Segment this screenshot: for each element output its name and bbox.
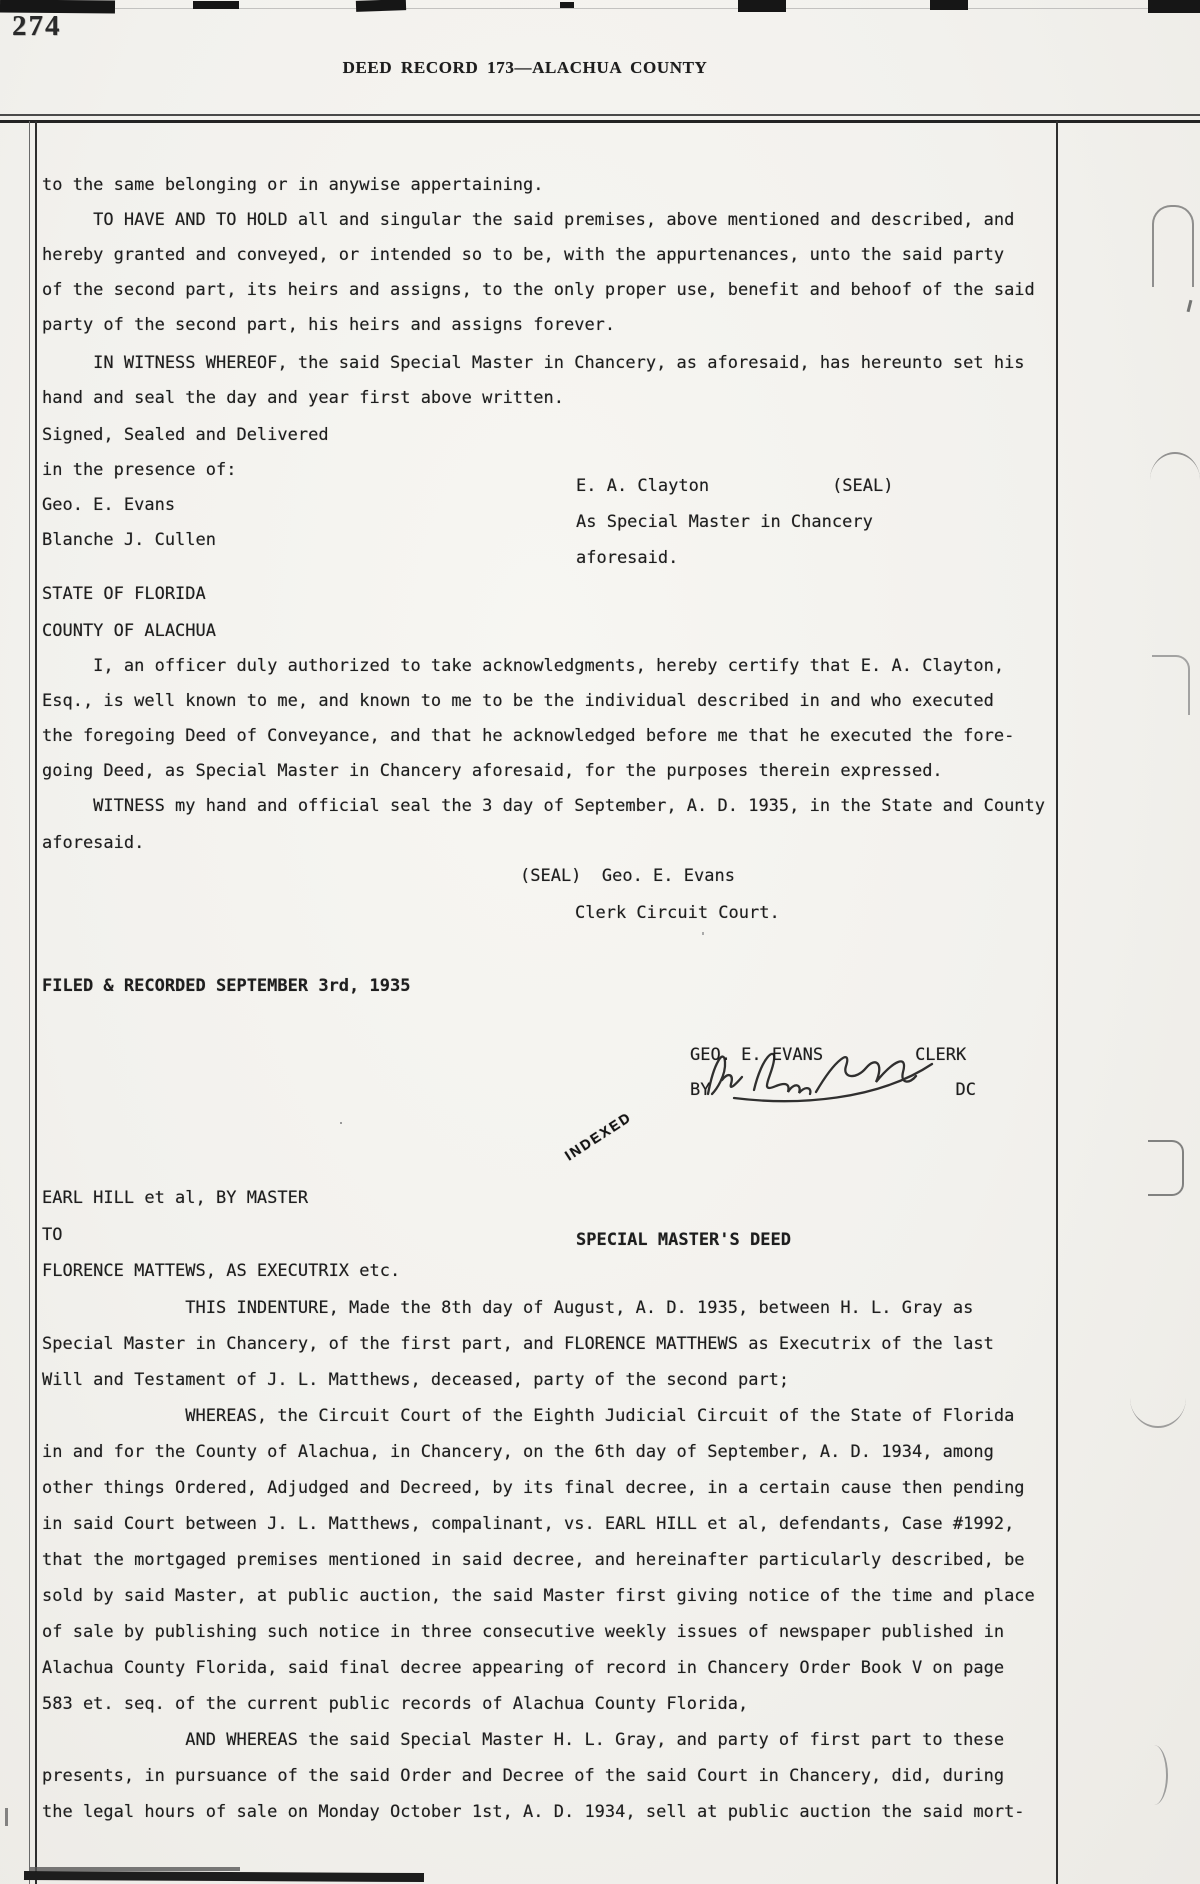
scan-artifact-speck [702,932,704,935]
deed-text-line: Signed, Sealed and Delivered [42,425,329,445]
deed2-caption-party2 [42,1254,400,1289]
deed-text-line: hereby granted and conveyed, or intended so to be, with the appurtenances, unto the said party [42,245,1005,265]
deed-text-line: THIS INDENTURE, Made the 8th day of August, A. D. 1935, between H. L. Gray as [42,1298,974,1318]
deed1-habendum-paragraph [42,168,1035,343]
deed-text-line: in and for the County of Alachua, in Chancery, on the 6th day of September, A. D. 1934, among [42,1442,994,1462]
deed-text-line: party of the second part, his heirs and assigns forever. [42,315,616,335]
seal-label: (SEAL) [832,476,894,496]
scan-artifact [356,0,406,12]
deed-text-line: Will and Testament of J. L. Matthews, deceased, party of the second part; [42,1370,790,1390]
deed-text-line: sold by said Master, at public auction, the said Master first giving notice of the time and place [42,1586,1035,1606]
header-rule [0,120,1200,123]
deed-text-line: hand and seal the day and year first above written. [42,388,564,408]
deputy-clerk-label: DC [955,1080,976,1100]
deed2-caption-party1 [42,1181,308,1216]
deed2-body [42,1290,1035,1830]
signature-line: (SEAL) Geo. E. Evans [520,866,735,886]
deed-text-line: aforesaid. [42,833,145,853]
deed1-attestation-block [42,418,329,558]
scan-artifact-hole [1152,205,1194,287]
deed2-title [576,1223,791,1258]
witness-name: Geo. E. Evans [42,495,176,515]
scan-artifact [1148,0,1200,13]
deed-text-line: IN WITNESS WHEREOF, the said Special Master in Chancery, as aforesaid, has hereunto set his [42,353,1025,373]
book-header: DEED RECORD 173—ALACHUA COUNTY [342,58,708,77]
scan-artifact [560,2,574,8]
signer-title: Clerk Circuit Court. [575,903,780,923]
deed1-witness-seal-paragraph [42,788,1045,862]
venue-county: COUNTY OF ALACHUA [42,621,216,641]
document-title: SPECIAL MASTER'S DEED [576,1230,791,1250]
deed1-venue-block [42,576,216,650]
caption-line: FLORENCE MATTEWS, AS EXECUTRIX etc. [42,1261,401,1281]
deed-text-line: other things Ordered, Adjudged and Decreed, by its final decree, in a certain cause then pending [42,1478,1025,1498]
scan-artifact [193,1,239,9]
scan-artifact [930,0,968,10]
scan-artifact [738,0,786,12]
right-margin-rule [1056,121,1058,1884]
scan-artifact-arc [1130,1398,1186,1428]
scan-artifact-hole [1148,1140,1184,1196]
clerk-title-line [575,896,780,931]
scan-artifact [1187,300,1193,312]
scan-artifact-topline [0,8,1200,9]
by-label: BY [690,1080,711,1100]
clerk-label: CLERK [915,1045,967,1065]
signer-title: aforesaid. [576,548,679,568]
deed-text-line: TO HAVE AND TO HOLD all and singular the said premises, above mentioned and described, and [42,210,1015,230]
deed-text-line: the legal hours of sale on Monday October 1st, A. D. 1934, sell at public auction the said mort- [42,1802,1025,1822]
header-rule [0,114,1200,116]
deed-text-line: WHEREAS, the Circuit Court of the Eighth Judicial Circuit of the State of Florida [42,1406,1015,1426]
deed2-caption-to [42,1218,62,1253]
deed-text-line: that the mortgaged premises mentioned in said decree, and hereinafter particularly described, be [42,1550,1025,1570]
deed1-witness-paragraph [42,346,1025,416]
caption-line: TO [42,1225,63,1245]
signer-title: As Special Master in Chancery [576,512,873,532]
deed-text-line: going Deed, as Special Master in Chancery aforesaid, for the purposes therein expressed. [42,761,943,781]
deed-text-line: AND WHEREAS the said Special Master H. L. Gray, and party of first part to these [42,1730,1005,1750]
filed-stamp-text: FILED & RECORDED SEPTEMBER 3rd, 1935 [42,976,411,996]
clerk-seal-signature [520,859,735,894]
scan-artifact-arc [1140,1745,1168,1805]
deed-text-line: Special Master in Chancery, of the first part, and FLORENCE MATTHEWS as Executrix of the last [42,1334,994,1354]
left-margin-rule [35,121,37,1884]
clerk-name: GEO. E. EVANS [690,1045,824,1065]
deed-text-line: to the same belonging or in anywise appertaining. [42,175,544,195]
signature-line [576,468,893,504]
deed-text-line: of the second part, its heirs and assigns, to the only proper use, benefit and behoof of the said [42,280,1035,300]
scan-artifact-arc [1150,452,1200,480]
venue-state: STATE OF FLORIDA [42,584,206,604]
deed-text-line: I, an officer duly authorized to take acknowledgments, hereby certify that E. A. Clayton, [42,656,1005,676]
deed-text-line: presents, in pursuance of the said Order and Decree of the said Court in Chancery, did, during [42,1766,1005,1786]
deed1-acknowledgment-paragraph [42,649,1014,789]
scan-artifact-arc [1152,655,1190,715]
scan-artifact-speck [340,1122,342,1124]
signer-name: E. A. Clayton [576,476,710,496]
deed-text-line: WITNESS my hand and official seal the 3 day of September, A. D. 1935, in the State and County [42,796,1046,816]
deed-text-line: in said Court between J. L. Matthews, compalinant, vs. EARL HILL et al, defendants, Case #1992, [42,1514,1015,1534]
scan-artifact [5,1808,8,1826]
witness-name: Blanche J. Cullen [42,530,216,550]
left-margin-rule [29,121,30,1884]
handwritten-signature [698,1044,938,1108]
deed1-master-signature-block [576,468,893,576]
scan-artifact-streak [30,1867,240,1871]
deed-text-line: 583 et. seq. of the current public records of Alachua County Florida, [42,1694,749,1714]
filed-recorded-line [42,969,410,1004]
deed-text-line: of sale by publishing such notice in three consecutive weekly issues of newspaper published in [42,1622,1005,1642]
caption-line: EARL HILL et al, BY MASTER [42,1188,309,1208]
indexed-stamp: INDEXED [561,1108,635,1164]
deed-text-line: in the presence of: [42,460,237,480]
deed-text-line: Esq., is well known to me, and known to me to be the individual described in and who executed [42,691,994,711]
deed-text-line: Alachua County Florida, said final decree appearing of record in Chancery Order Book V on page [42,1658,1005,1678]
scan-artifact-streak [24,1871,424,1882]
deed-text-line: the foregoing Deed of Conveyance, and that he acknowledged before me that he executed the fore- [42,726,1015,746]
page-number: 274 [12,10,62,42]
